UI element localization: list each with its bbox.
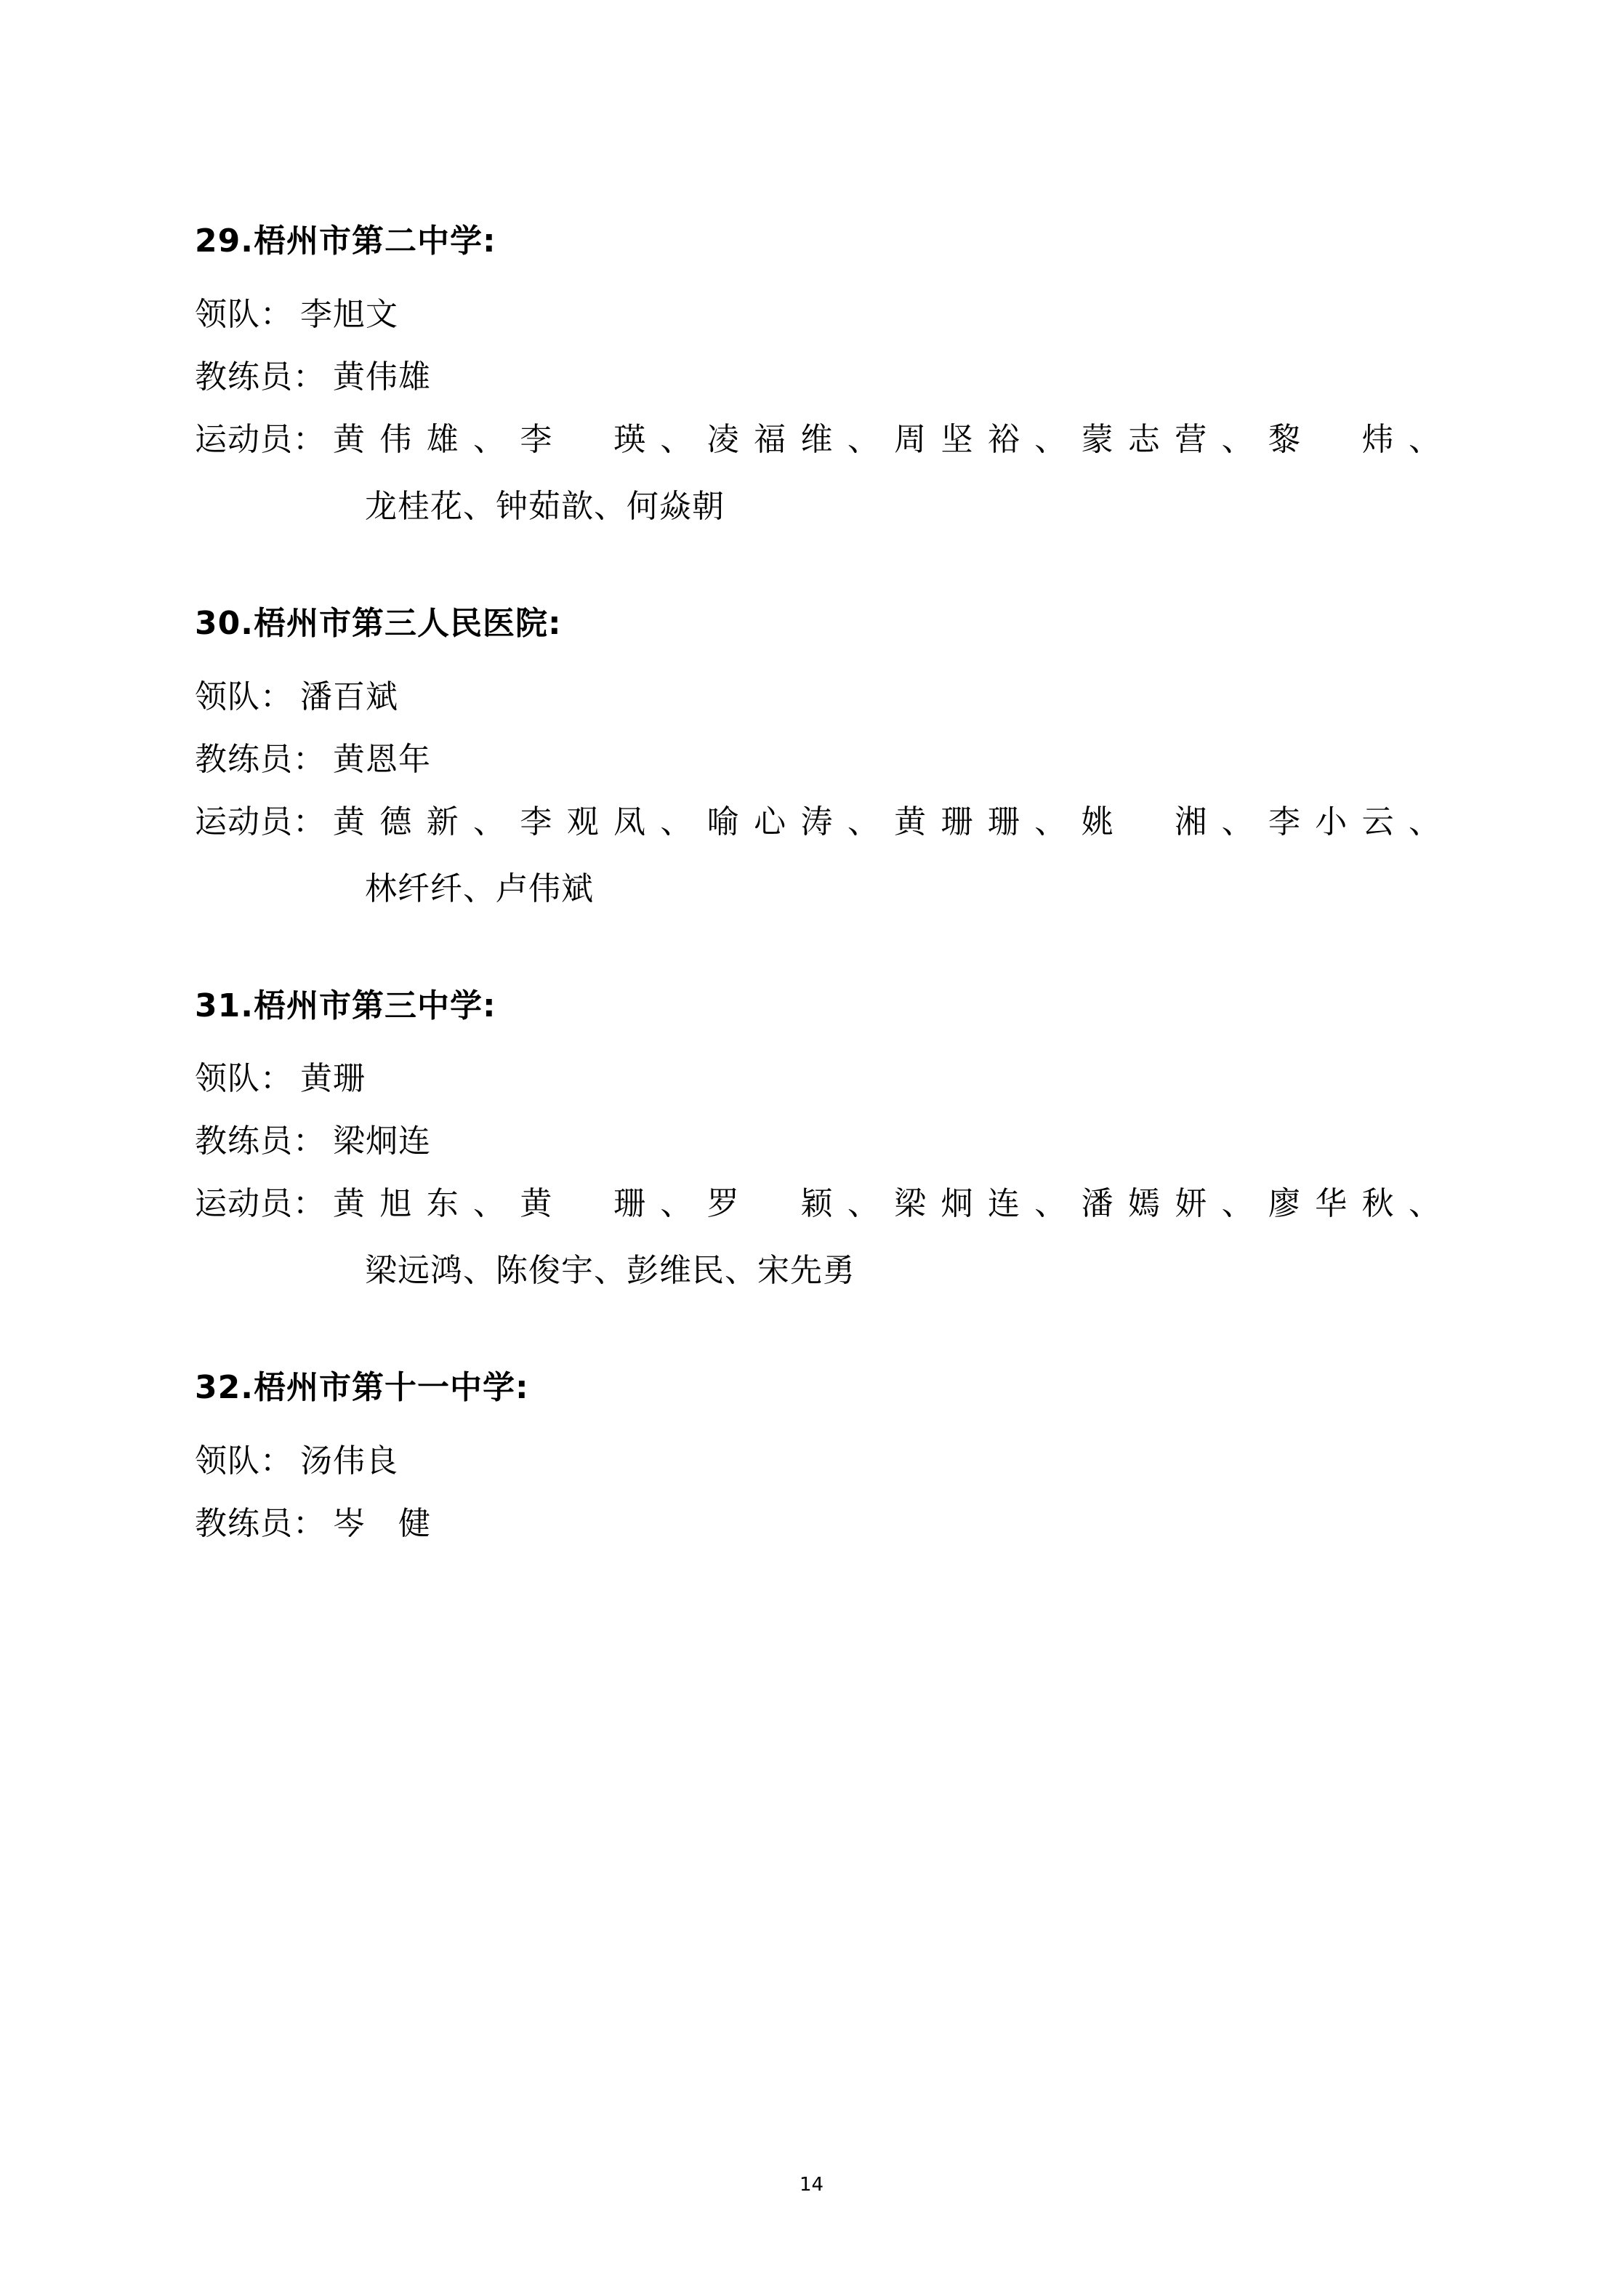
team-entry — [195, 218, 1441, 531]
leader-row — [195, 1055, 1441, 1103]
athletes-label: 运动员： — [195, 1185, 326, 1223]
team-entry — [195, 1365, 1441, 1548]
leader-label: 领队： — [195, 678, 293, 715]
athletes-line-1: 黄德新、李观凤、喻心涛、黄珊珊、姚 湘、李小云、 — [333, 803, 1441, 840]
athletes-line-1: 黄旭东、黄 珊、罗 颖、梁炯连、潘嫣妍、廖华秋、 — [333, 1185, 1441, 1223]
leader-label: 领队： — [195, 295, 293, 333]
athletes-value — [326, 798, 1441, 913]
coach-label: 教练员： — [195, 1123, 326, 1160]
coach-value: 岑 健 — [333, 1505, 431, 1543]
leader-row — [195, 673, 1441, 721]
leader-label: 领队： — [195, 1442, 293, 1480]
team-title: 29.梧州市第二中学: — [195, 222, 496, 260]
coach-row — [195, 1117, 1441, 1165]
athletes-row — [195, 798, 1441, 913]
leader-row — [195, 291, 1441, 339]
team-title: 32.梧州市第十一中学: — [195, 1369, 529, 1407]
leader-row — [195, 1437, 1441, 1485]
athletes-value — [326, 416, 1441, 531]
leader-value: 黄珊 — [300, 1060, 366, 1098]
coach-row — [195, 736, 1441, 784]
page-number: 14 — [799, 2174, 824, 2196]
athletes-label: 运动员： — [195, 803, 326, 840]
team-entry — [195, 983, 1441, 1296]
athletes-row — [195, 1180, 1441, 1295]
coach-label: 教练员： — [195, 358, 326, 396]
coach-row — [195, 1500, 1441, 1548]
coach-row — [195, 353, 1441, 401]
team-entry — [195, 601, 1441, 913]
leader-value: 李旭文 — [300, 295, 398, 333]
coach-value: 梁炯连 — [333, 1123, 431, 1160]
athletes-label: 运动员： — [195, 420, 326, 458]
coach-label: 教练员： — [195, 740, 326, 778]
coach-value: 黄恩年 — [333, 740, 431, 778]
athletes-line-1: 黄伟雄、李 瑛、凌福维、周坚裕、蒙志营、黎 炜、 — [333, 420, 1441, 458]
coach-value: 黄伟雄 — [333, 358, 431, 396]
team-title: 31.梧州市第三中学: — [195, 987, 496, 1024]
leader-label: 领队： — [195, 1060, 293, 1098]
athletes-line-2: 林纤纤、卢伟斌 — [365, 870, 594, 907]
athletes-line-2: 梁远鸿、陈俊宇、彭维民、宋先勇 — [365, 1252, 855, 1290]
athletes-line-2: 龙桂花、钟茹歆、何焱朝 — [365, 487, 725, 525]
team-title: 30.梧州市第三人民医院: — [195, 604, 562, 642]
athletes-value — [326, 1180, 1441, 1295]
athletes-row — [195, 416, 1441, 531]
leader-value: 潘百斌 — [300, 678, 398, 715]
coach-label: 教练员： — [195, 1505, 326, 1543]
leader-value: 汤伟良 — [300, 1442, 398, 1480]
